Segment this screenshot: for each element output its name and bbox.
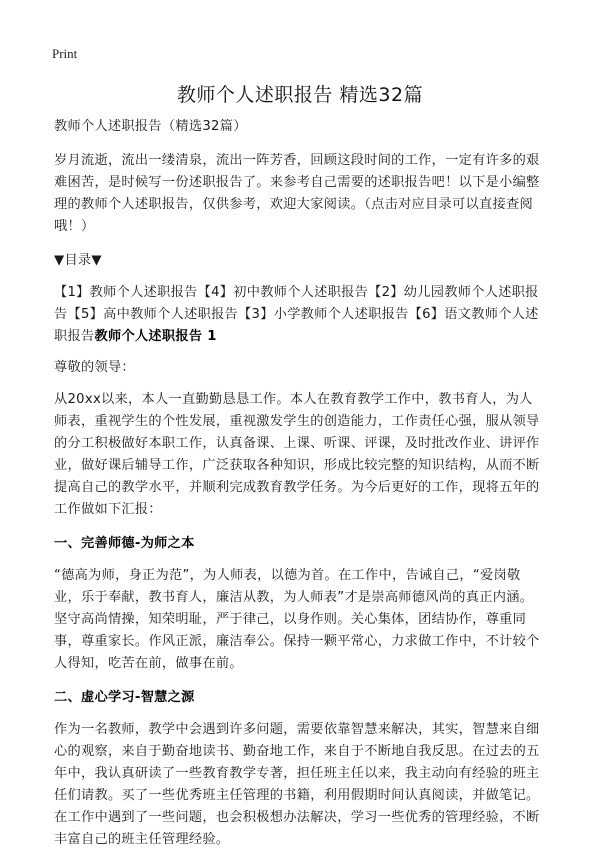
toc-link-5[interactable]: 【5】高中教师个人述职报告 — [67, 307, 239, 322]
print-label[interactable]: Print — [52, 46, 78, 61]
toc-link-6[interactable]: 【6】语文教师个人述职报告 — [54, 307, 539, 344]
toc-link-2[interactable]: 【2】幼儿园教师个人述职报告 — [54, 285, 539, 322]
toc-heading: ▼目录▼ — [54, 253, 102, 268]
body-paragraph-1: 从20xx以来，本人一直勤勤恳恳工作。本人在教育教学工作中，教书育人，为人师表，重视学生的个性发展，重视激发学生的创造能力，工作责任心强，服从领导的分工积极做好本职工作，认真备课、上课、听课、评课，及时批改作业、讲评作业，做好课后辅导工作，广泛获取各种知识，形成比较完整的知识结构，从而不断提高自己的教学水平，并顺利完成教育教学任务。为今后更好的工作，现将五年的工作做如下汇报： — [54, 392, 540, 517]
table-of-contents — [54, 282, 546, 348]
salutation: 尊敬的领导： — [54, 360, 135, 375]
toc-link-1[interactable]: 【1】教师个人述职报告 — [54, 285, 198, 300]
section-heading-1: 一、完善师德-为师之本 — [54, 536, 195, 551]
toc-link-3[interactable]: 【3】小学教师个人述职报告 — [238, 307, 409, 322]
page-title: 教师个人述职报告 精选32篇 — [176, 84, 424, 106]
toc-link-4[interactable]: 【4】初中教师个人述职报告 — [197, 285, 369, 300]
body-paragraph-2: “德高为师，身正为范”，为人师表，以德为首。在工作中，告诫自己，“爱岗敬业，乐于奉献，教书育人，廉洁从教，为人师表”才是崇高师德风尚的真正内涵。坚守高尚情操，知荣明耻，严于律己，以身作则。关心集体，团结协作，尊重同事，尊重家长。作风正派，廉洁奉公。保持一颗平常心，力求做工作中，不计较个人得知，吃苦在前，做事在前。 — [54, 568, 540, 671]
intro-paragraph: 岁月流逝，流出一缕清泉，流出一阵芳香，回顾这段时间的工作，一定有许多的艰难困苦，是时候写一份述职报告了。来参考自己需要的述职报告吧！以下是小编整理的教师个人述职报告，仅供参考，欢迎大家阅读。（点击对应目录可以直接查阅哦！） — [54, 153, 540, 234]
body-paragraph-3: 作为一名教师，教学中会遇到许多问题，需要依靠智慧来解决，其实，智慧来自细心的观察，来自于勤奋地读书、勤奋地工作，来自于不断地自我反思。在过去的五年中，我认真研读了一些教育教学专著，担任班主任以来，我主动向有经验的班主任们请教。买了一些优秀班主任管理的书籍，利用假期时间认真阅读，并做笔记。在工作中遇到了一些问题，也会积极想办法解决，学习一些优秀的管理经验，不断丰富自己的班主任管理经验。 — [54, 722, 540, 847]
section-heading-2: 二、虚心学习-智慧之源 — [54, 690, 195, 705]
document-subtitle: 教师个人述职报告（精选32篇） — [54, 119, 247, 134]
report-1-title: 教师个人述职报告 1 — [94, 329, 217, 344]
document-body — [54, 116, 546, 863]
